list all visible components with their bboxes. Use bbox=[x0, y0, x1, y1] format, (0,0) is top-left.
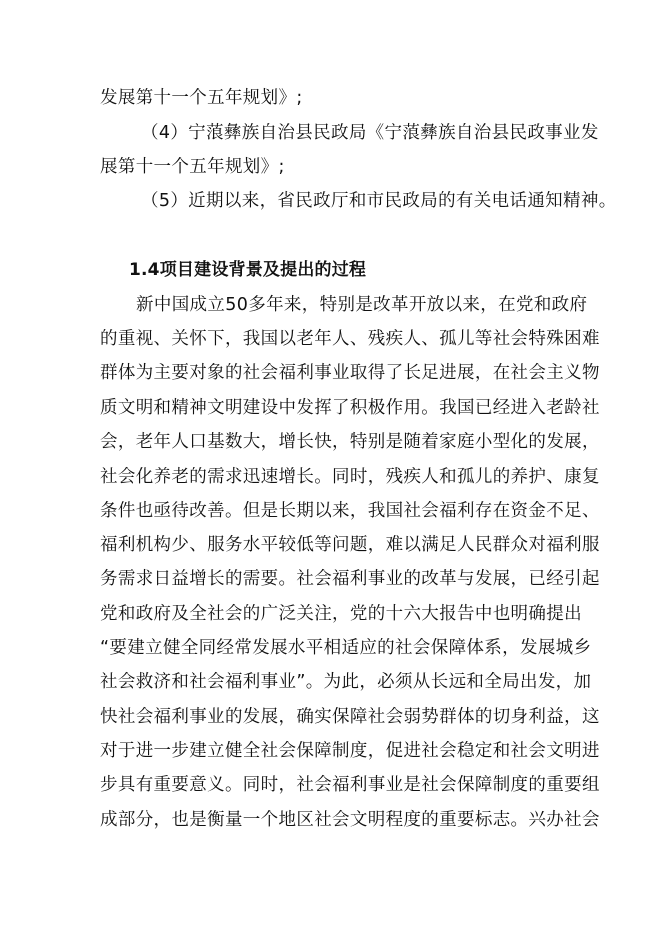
list-item-4-line-1: （4）宁蒗彝族自治县民政局《宁蒗彝族自治县民政事业发 bbox=[141, 123, 599, 143]
section-heading: 1.4项目建设背景及提出的过程 bbox=[129, 260, 367, 280]
paragraph-line: 的重视、关怀下，我国以老年人、残疾人、孤儿等社会特殊困难 bbox=[100, 329, 600, 349]
paragraph-line: 党和政府及全社会的广泛关注，党的十六大报告中也明确提出 bbox=[100, 604, 582, 624]
paragraph-line: 群体为主要对象的社会福利事业取得了长足进展，在社会主义物 bbox=[100, 363, 600, 383]
text-line-plan-title-end: 发展第十一个五年规划》; bbox=[100, 88, 303, 108]
paragraph-line: 质文明和精神文明建设中发挥了积极作用。我国已经进入老龄社 bbox=[100, 398, 600, 418]
paragraph-line: 步具有重要意义。同时，社会福利事业是社会保障制度的重要组 bbox=[100, 775, 600, 795]
list-item-5-line-1: （5）近期以来，省民政厅和市民政局的有关电话通知精神。 bbox=[141, 191, 617, 211]
paragraph-line: 对于进一步建立健全社会保障制度，促进社会稳定和社会文明进 bbox=[100, 741, 600, 761]
paragraph-line: 新中国成立50多年来，特别是改革开放以来，在党和政府 bbox=[136, 295, 588, 315]
paragraph-line: 社会救济和社会福利事业”。为此，必须从长远和全局出发，加 bbox=[100, 672, 592, 692]
paragraph-line: 福利机构少、服务水平较低等问题，难以满足人民群众对福利服 bbox=[100, 535, 600, 555]
paragraph-line: “要建立健全同经常发展水平相适应的社会保障体系，发展城乡 bbox=[100, 638, 592, 658]
paragraph-line: 会，老年人口基数大，增长快，特别是随着家庭小型化的发展， bbox=[100, 432, 600, 452]
paragraph-line: 条件也亟待改善。但是长期以来，我国社会福利存在资金不足、 bbox=[100, 501, 600, 521]
paragraph-line: 快社会福利事业的发展，确实保障社会弱势群体的切身利益，这 bbox=[100, 707, 600, 727]
paragraph-line: 成部分，也是衡量一个地区社会文明程度的重要标志。兴办社会 bbox=[100, 810, 600, 830]
paragraph-line: 务需求日益增长的需要。社会福利事业的改革与发展，已经引起 bbox=[100, 569, 600, 589]
list-item-4-line-2: 展第十一个五年规划》; bbox=[100, 157, 285, 177]
paragraph-line: 社会化养老的需求迅速增长。同时，残疾人和孤儿的养护、康复 bbox=[100, 467, 600, 487]
